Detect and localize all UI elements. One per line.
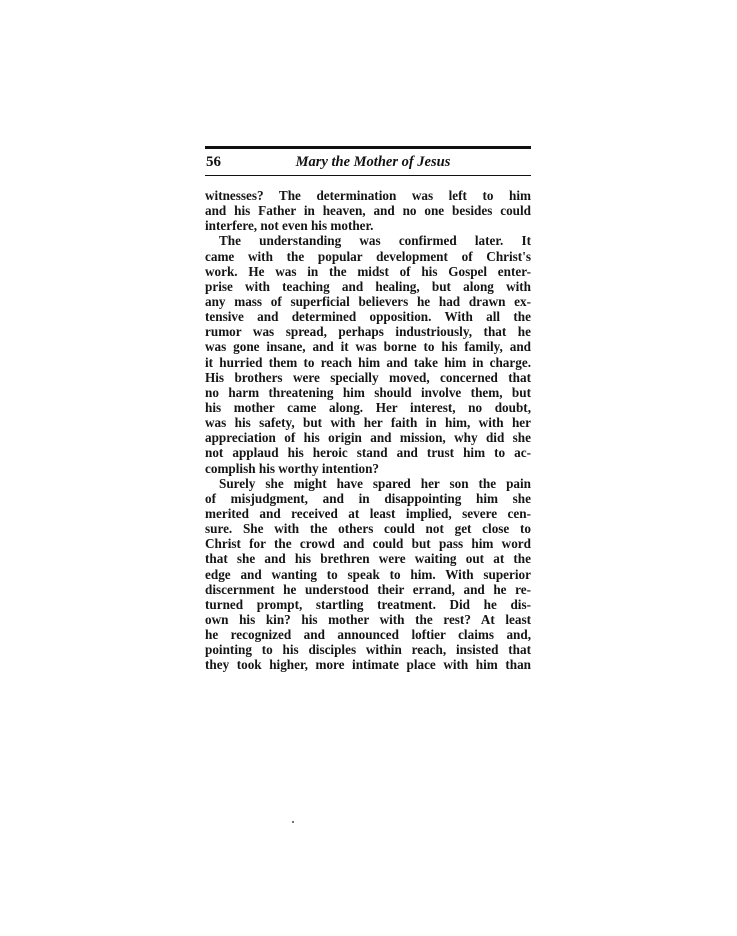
text-line: edge and wanting to speak to him. With superior: [205, 566, 531, 582]
text-line: complish his worthy intention?: [205, 460, 380, 476]
text-line: interfere, not even his mother.: [205, 218, 374, 234]
text-line: any mass of superficial believers he had drawn ex-: [205, 293, 531, 309]
text-line: tensive and determined opposition. With all the: [205, 309, 531, 325]
text-line: Christ for the crowd and could but pass him word: [205, 536, 531, 552]
text-line: was his safety, but with her faith in him, with her: [205, 415, 531, 431]
text-line: not applaud his heroic stand and trust him to ac-: [205, 445, 531, 461]
text-line: came with the popular development of Christ's: [205, 248, 531, 264]
text-line: his mother came along. Her interest, no doubt,: [205, 399, 531, 415]
text-line: witnesses? The determination was left to him: [205, 188, 531, 203]
page-number: 56: [206, 154, 221, 170]
text-line: he recognized and announced loftier claims and,: [205, 627, 531, 643]
text-line: prise with teaching and healing, but along with: [205, 278, 531, 294]
text-line: The understanding was confirmed later. It: [219, 233, 531, 249]
text-line: rumor was spread, perhaps industriously, that he: [205, 324, 531, 340]
text-line: pointing to his disciples within reach, insisted that: [205, 642, 531, 658]
text-line: sure. She with the others could not get close to: [205, 521, 531, 537]
text-line: they took higher, more intimate place with him than: [205, 657, 531, 673]
text-line: discernment he understood their errand, and he re-: [205, 581, 531, 597]
running-title: Mary the Mother of Jesus: [295, 154, 451, 170]
text-line: turned prompt, startling treatment. Did he dis-: [205, 596, 531, 612]
text-line: of misjudgment, and in disappointing him she: [205, 490, 531, 506]
scan-speck: [292, 821, 294, 823]
text-line: no harm threatening him should involve them, but: [205, 384, 531, 400]
text-line: and his Father in heaven, and no one besides could: [205, 203, 531, 219]
text-line: appreciation of his origin and mission, why did she: [205, 430, 531, 446]
text-line: it hurried them to reach him and take him in charge.: [205, 354, 531, 370]
text-line: was gone insane, and it was borne to his family, and: [205, 339, 531, 355]
text-line: that she and his brethren were waiting out at the: [205, 551, 531, 567]
text-line: Surely she might have spared her son the pain: [219, 475, 531, 491]
body-text: [205, 188, 531, 673]
text-line: merited and received at least implied, severe cen-: [205, 505, 531, 521]
text-line: His brothers were specially moved, concerned that: [205, 369, 531, 385]
running-header: [205, 146, 531, 176]
text-line: work. He was in the midst of his Gospel enter-: [205, 263, 531, 279]
text-line: own his kin? his mother with the rest? At least: [205, 611, 531, 627]
